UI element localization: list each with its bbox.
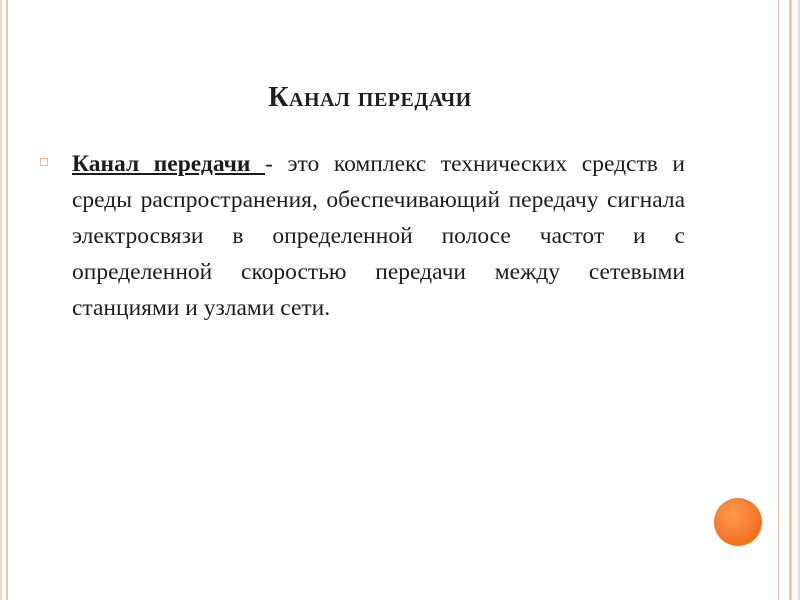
orange-circle-decoration <box>714 498 762 546</box>
slide-title: Канал передачи <box>268 82 472 113</box>
right-decorative-strip <box>778 0 790 600</box>
definition-text: - это комплекс технических средств и среды распространения, обеспечивающий передачу сигнала электросвязи в определенной полосе частот и с определенной скоростью передачи между сетевыми станциями и узлами сети. <box>72 151 686 321</box>
hollow-square-bullet-icon: □ <box>40 154 48 169</box>
slide-body <box>40 146 685 326</box>
definition-paragraph <box>72 146 685 326</box>
defined-term: Канал передачи <box>72 151 266 177</box>
